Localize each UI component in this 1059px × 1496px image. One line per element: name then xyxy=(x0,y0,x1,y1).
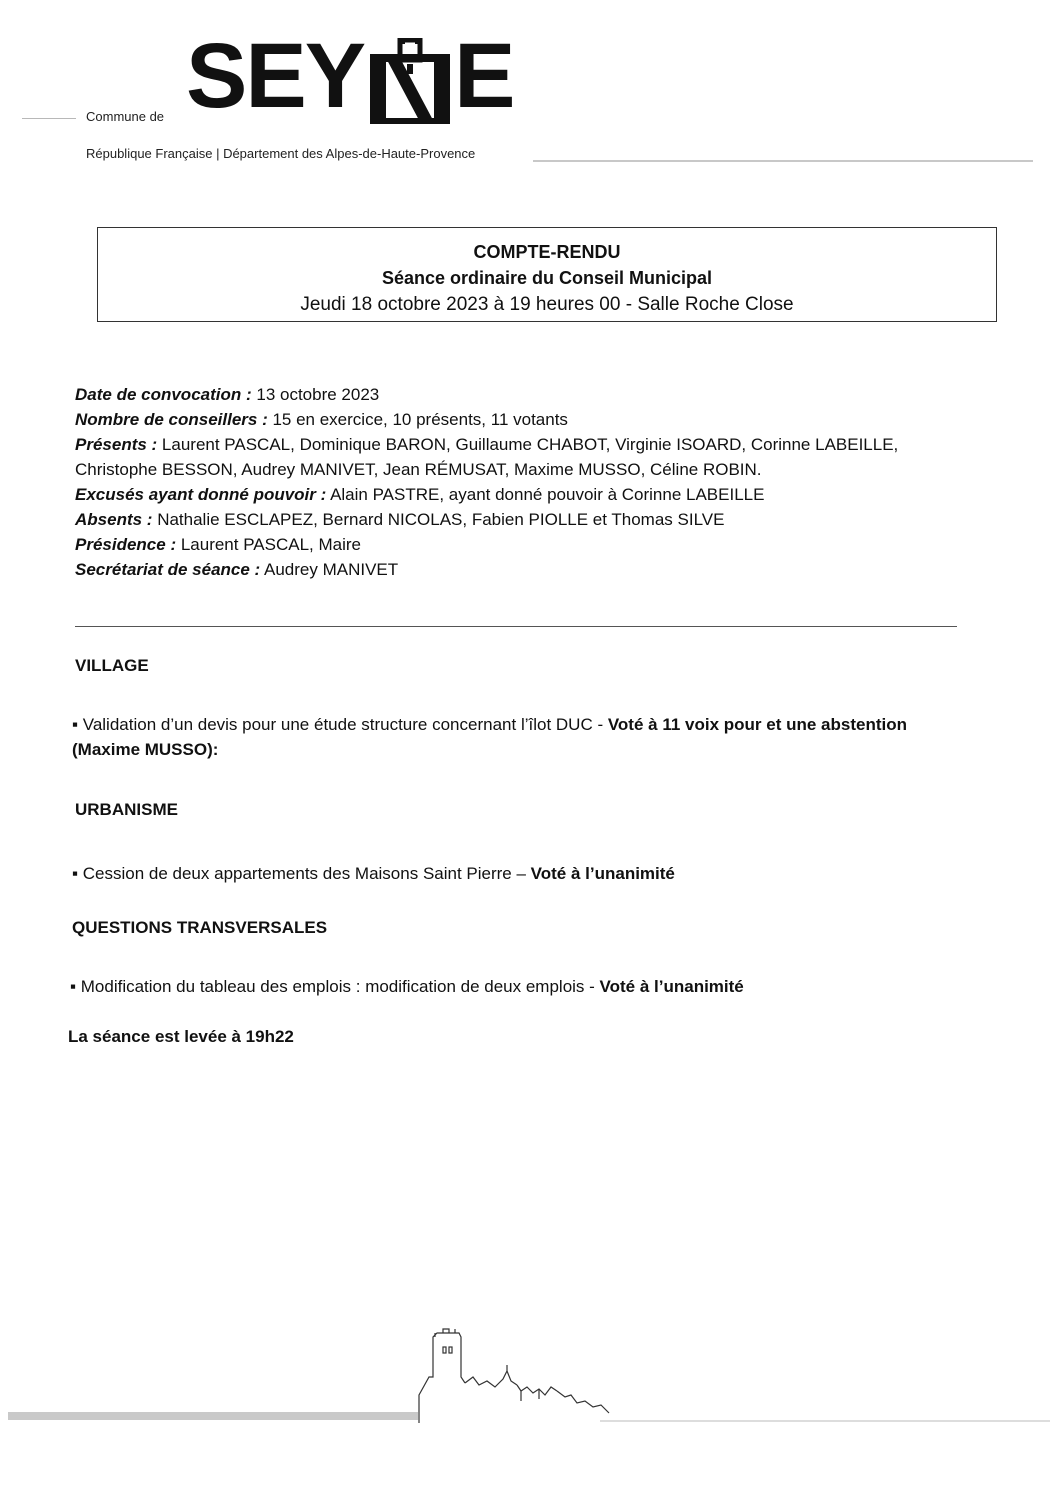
presents-label: Présents : xyxy=(75,435,158,454)
logo-text-right: E xyxy=(454,25,514,127)
footer-rule-left xyxy=(8,1412,418,1420)
commune-prefix: Commune de xyxy=(86,109,165,124)
secretariat-row xyxy=(75,557,985,582)
agenda-item-vote: Voté à l’unanimité xyxy=(530,864,675,883)
absents-label: Absents : xyxy=(75,510,153,529)
presidence-row xyxy=(75,532,985,557)
convocation-label: Date de convocation : xyxy=(75,385,252,404)
conseillers-value: 15 en exercice, 10 présents, 11 votants xyxy=(267,410,568,429)
agenda-item-text: ▪ Cession de deux appartements des Maisons Saint Pierre – xyxy=(72,864,531,883)
agenda-item-vote: Voté à l’unanimité xyxy=(599,977,744,996)
header-subtitle: République Française | Département des Alpes-de-Haute-Provence xyxy=(86,146,476,161)
absents-value: Nathalie ESCLAPEZ, Bernard NICOLAS, Fabien PIOLLE et Thomas SILVE xyxy=(152,510,725,529)
agenda-item-text: ▪ Modification du tableau des emplois : modification de deux emplois - xyxy=(70,977,600,996)
agenda-item-vote: Voté à 11 voix pour et une abstention (Maxime MUSSO): xyxy=(72,715,907,759)
excuses-value: Alain PASTRE, ayant donné pouvoir à Corinne LABEILLE xyxy=(326,485,765,504)
session-type: Séance ordinaire du Conseil Municipal xyxy=(381,268,713,288)
presents-value: Laurent PASCAL, Dominique BARON, Guillaume CHABOT, Virginie ISOARD, Corinne LABEILLE, Christophe BESSON, Audrey MANIVET, Jean RÉMUSAT, Maxime MUSSO, Céline ROBIN. xyxy=(75,435,899,479)
absents-row xyxy=(75,507,985,532)
secretariat-value: Audrey MANIVET xyxy=(260,560,399,579)
tower-n-logo-icon xyxy=(370,38,450,124)
header-rule-right xyxy=(533,160,1033,162)
section-heading-village: VILLAGE xyxy=(75,656,149,675)
section-heading-transversales: QUESTIONS TRANSVERSALES xyxy=(72,918,328,937)
header-rule-left xyxy=(22,118,76,119)
secretariat-label: Secrétariat de séance : xyxy=(75,560,261,579)
convocation-row xyxy=(75,382,985,407)
convocation-value: 13 octobre 2023 xyxy=(251,385,380,404)
closing-statement: La séance est levée à 19h22 xyxy=(68,1027,294,1046)
attendance-info xyxy=(75,382,985,582)
seyne-logo xyxy=(186,25,514,127)
document-title: COMPTE-RENDU xyxy=(473,242,621,262)
conseillers-label: Nombre de conseillers : xyxy=(75,410,268,429)
presidence-value: Laurent PASCAL, Maire xyxy=(176,535,361,554)
excuses-label: Excusés ayant donné pouvoir : xyxy=(75,485,327,504)
agenda-item-urbanisme xyxy=(72,861,972,886)
agenda-item-village xyxy=(72,712,972,762)
session-datetime: Jeudi 18 octobre 2023 à 19 heures 00 - Salle Roche Close xyxy=(300,294,794,315)
presents-row xyxy=(75,432,985,482)
excuses-row xyxy=(75,482,985,507)
logo-text-left: SEY xyxy=(186,25,365,127)
presidence-label: Présidence : xyxy=(75,535,177,554)
conseillers-row xyxy=(75,407,985,432)
agenda-item-text: ▪ Validation d’un devis pour une étude structure concernant l’îlot DUC - xyxy=(72,715,608,734)
title-box xyxy=(97,227,997,322)
section-divider xyxy=(75,626,957,627)
agenda-item-transversales xyxy=(70,974,970,999)
village-skyline-icon xyxy=(415,1325,615,1425)
section-heading-urbanisme: URBANISME xyxy=(75,800,178,819)
footer-rule-right xyxy=(600,1420,1050,1422)
